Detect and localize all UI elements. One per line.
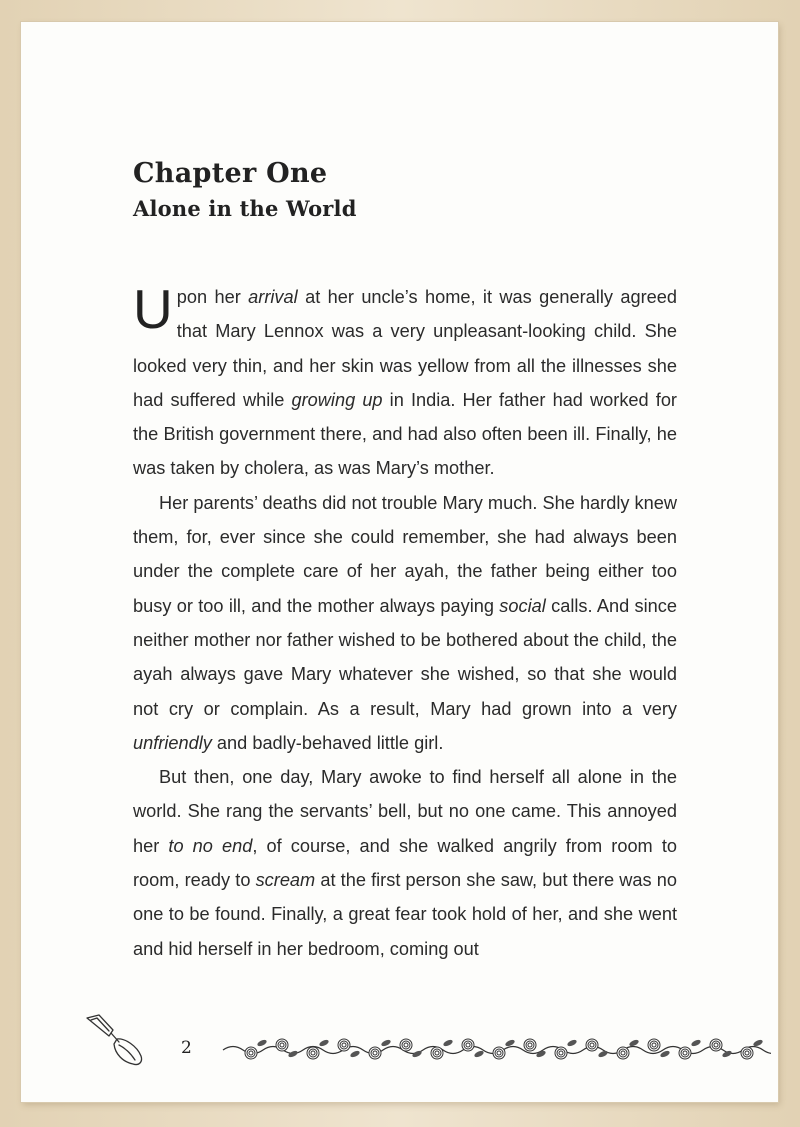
text-run: , of course, and she walked angrily from room to room, ready to <box>133 835 677 891</box>
italic-term: unfriendly <box>133 732 212 753</box>
italic-term: arrival <box>248 287 298 307</box>
paragraph-1 <box>133 280 677 486</box>
italic-term: scream <box>255 870 316 891</box>
rose-icon <box>431 1039 454 1059</box>
rose-icon <box>617 1039 640 1059</box>
page-footer <box>76 1010 776 1070</box>
rose-icon <box>648 1039 671 1058</box>
text-run: calls. And since neither mother nor father wished to be bothered about the child, the ayah always gave Mary whatever she wished, so that she would not cry or complain. As a result, Mary had grown into a very <box>133 595 677 719</box>
paragraph-2 <box>133 486 677 760</box>
rose-icon <box>710 1039 733 1058</box>
italic-term: social <box>499 595 546 616</box>
book-page <box>21 22 778 1102</box>
rose-vine-ornament <box>221 1034 771 1064</box>
rose-icon <box>338 1039 361 1058</box>
rose-icon <box>369 1039 392 1059</box>
rose-icon <box>586 1039 609 1058</box>
rose-icon <box>555 1039 578 1059</box>
text-run: at her uncle’s home, it was generally agreed that Mary Lennox was a very unpleasant-looking child. She looked very thin, and her skin was yellow from all the illnesses she had suffered while <box>133 287 677 410</box>
text-run: and badly-behaved little girl. <box>211 732 444 753</box>
garden-trowel-icon <box>81 1012 151 1070</box>
rose-icon <box>679 1039 702 1059</box>
page-number: 2 <box>181 1038 192 1058</box>
text-run: But then, one day, Mary awoke to find herself all alone in the world. She rang the servants’ bell, but no one came. This annoyed her <box>133 767 677 856</box>
drop-cap: U <box>133 278 173 340</box>
rose-icon <box>400 1039 423 1058</box>
chapter-subtitle: Alone in the World <box>133 196 357 221</box>
text-run: at the first person she saw, but there was no one to be found. Finally, a great fear took hold of her, and she went and hid herself in her bedroom, coming out <box>133 870 677 959</box>
chapter-heading <box>133 156 357 226</box>
rose-icon <box>307 1039 330 1059</box>
rose-icon <box>524 1039 547 1058</box>
text-run: in India. Her father had worked for the British government there, and had also often been ill. Finally, he was taken by cholera, as was Mary’s mother. <box>133 389 677 479</box>
text-run: pon her <box>176 287 249 307</box>
rose-icon <box>276 1039 299 1058</box>
italic-term: to no end <box>168 835 253 856</box>
chapter-title: Chapter One <box>133 158 328 189</box>
paragraph-3 <box>133 760 677 966</box>
italic-term: growing up <box>291 389 383 410</box>
text-run: Her parents’ deaths did not trouble Mary much. She hardly knew them, for, ever since she could remember, she had always been under the complete care of her ayah, the father being either too busy or too ill, and the mother always paying <box>133 492 677 616</box>
body-text <box>133 280 677 966</box>
